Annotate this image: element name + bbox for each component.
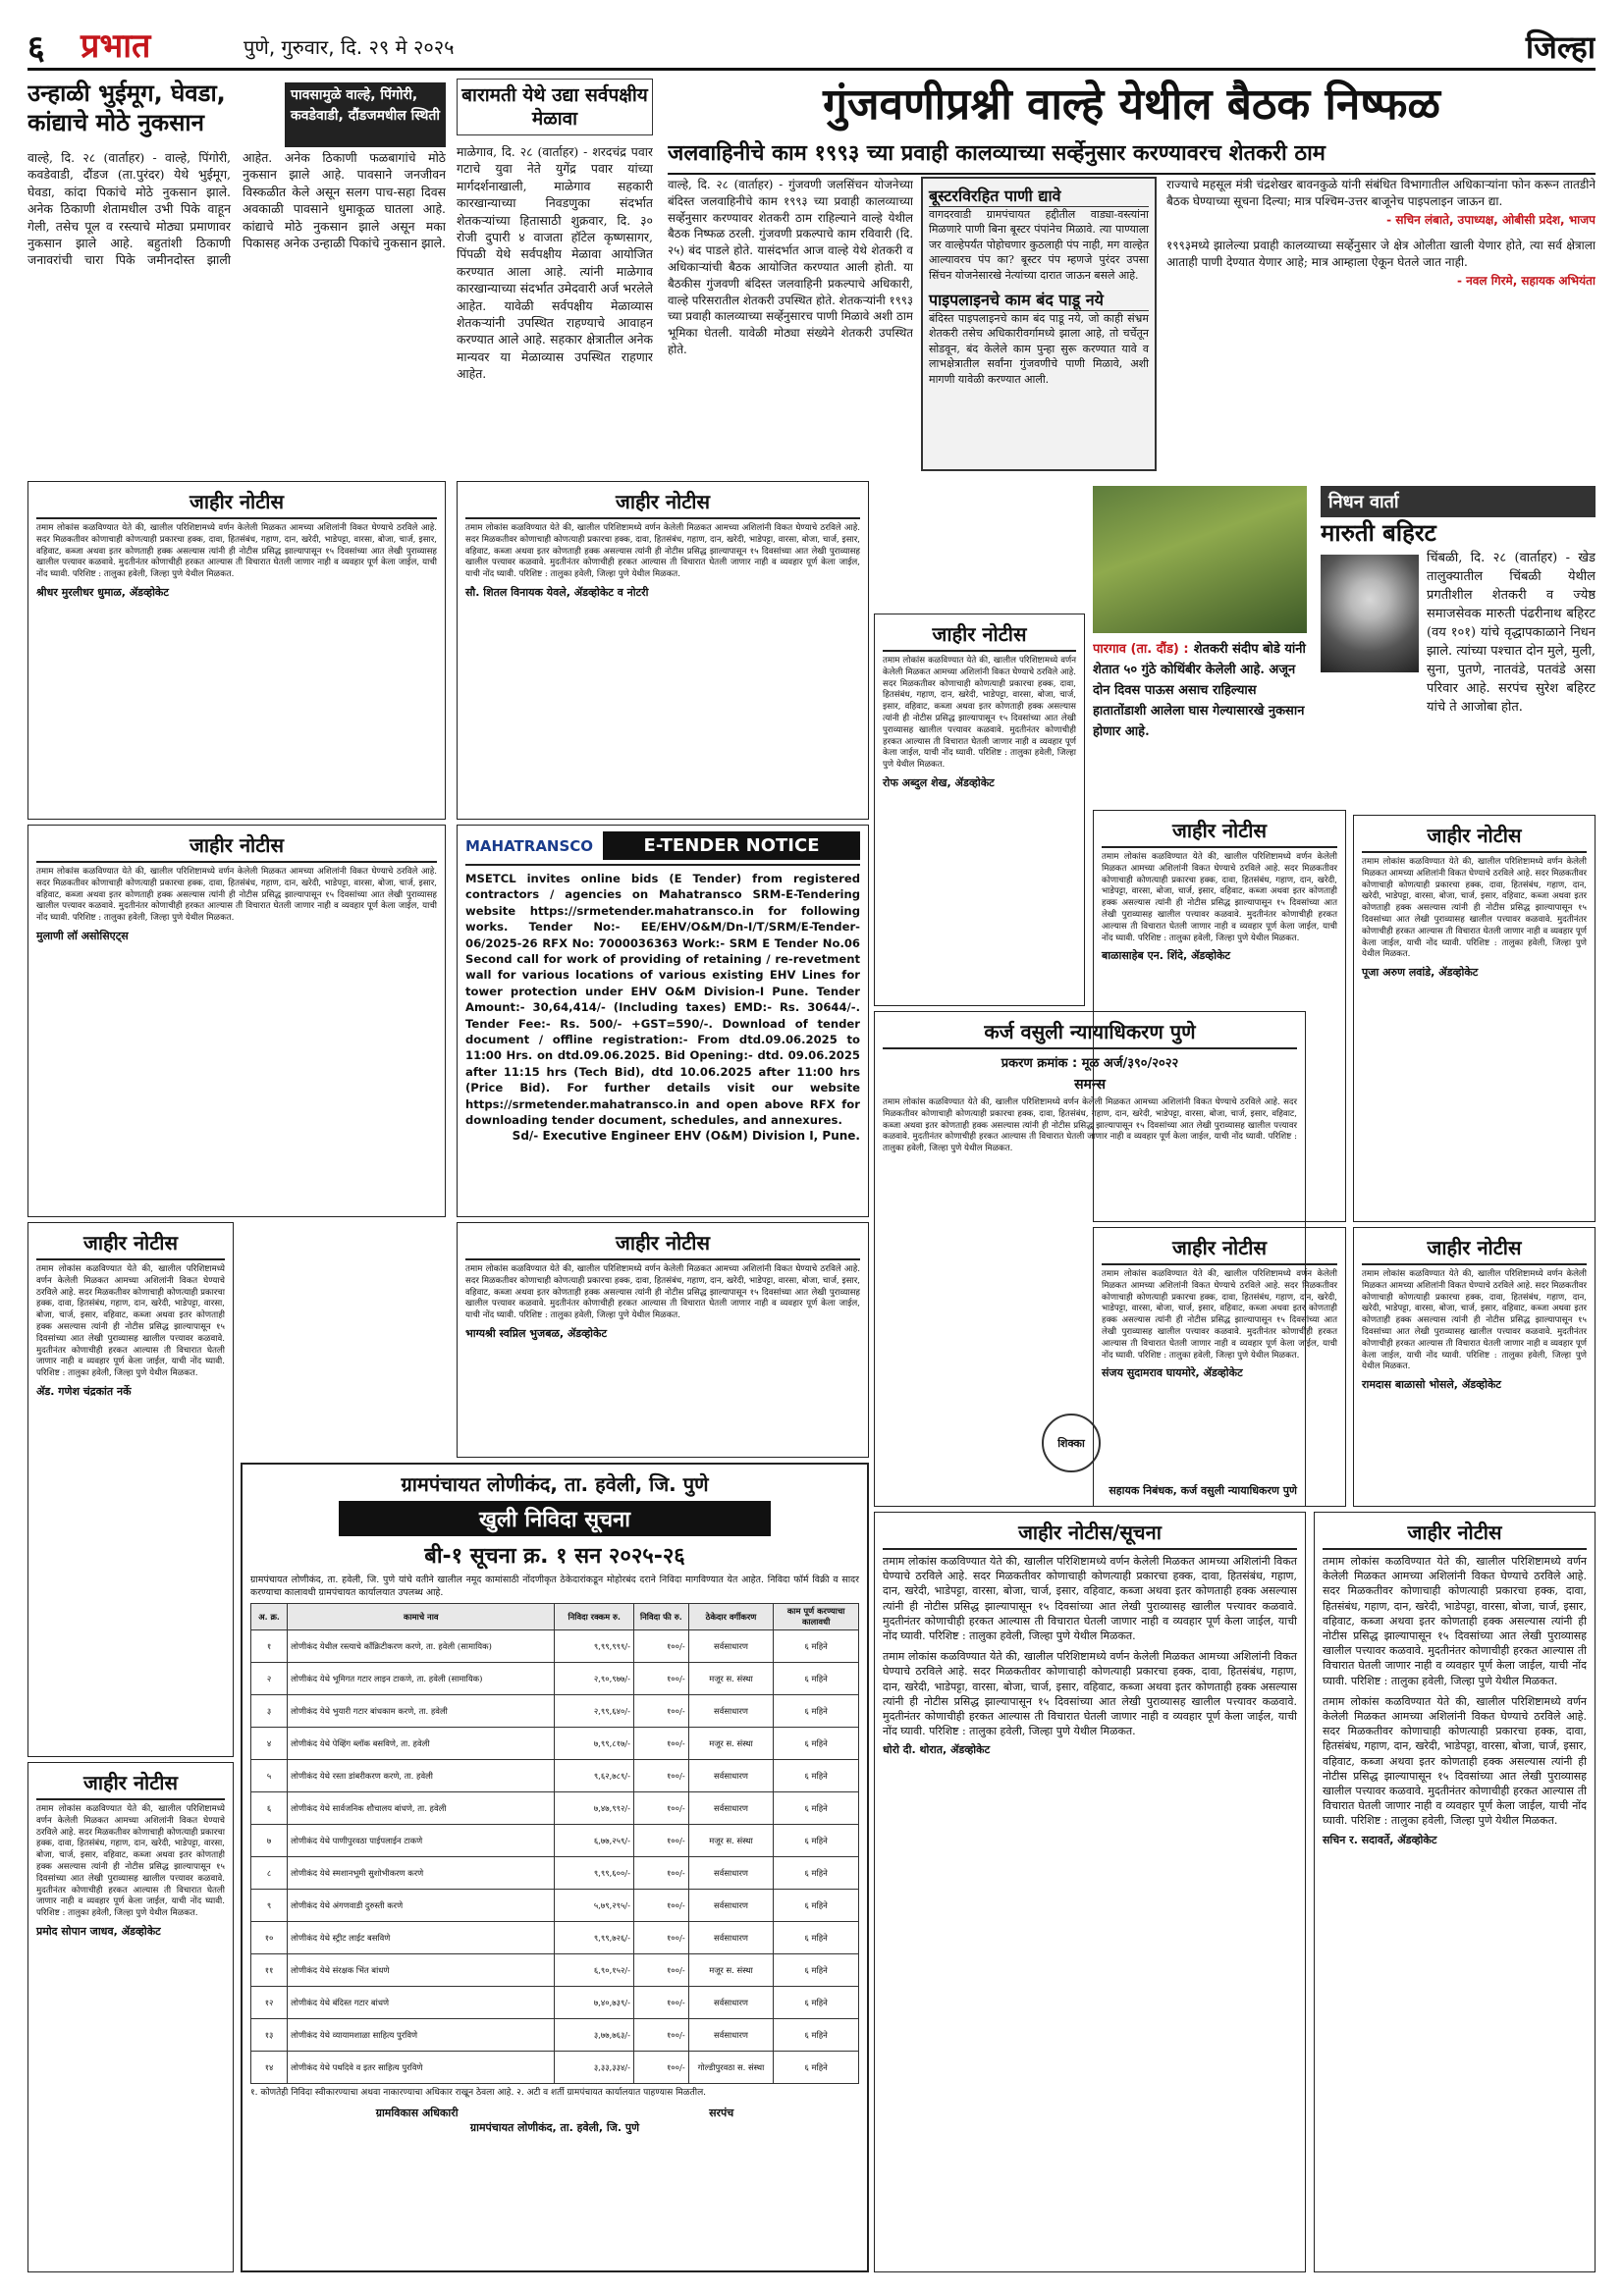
court-summons: कर्ज वसुली न्यायाधिकरण पुणे प्रकरण क्रमांक : मूळ अर्ज/३९०/२०२२ समन्स तमाम लोकांस कळविण्यात येते की, खालील परिशिष्टामध्ये वर्णन केलेली मिळकत आमच्या अशिलांनी विकत घेण्याचे ठरविले आहे. सदर मिळकतीवर कोणाचाही कोणत्याही प्रकारचा हक्क, दावा, हितसंबंध, गहाण, दान, खरेदी, भाडेपट्टा, वारसा, बोजा, चार्ज, इसार, वहिवाट, कब्जा अथवा इतर कोणताही हक्क असल्यास त्यांनी ही नोटीस प्रसिद्ध झाल्यापासून १५ दिवसांच्या आत लेखी पुराव्यासह खालील पत्त्यावर कळवावे. मुदतीनंतर कोणाचीही हरकत आल्यास ती विचारात घेतली जाणार नाही व व्यवहार पूर्ण केला जाईल, याची नोंद घ्यावी. परिशिष्ट : तालुका हवेली, जिल्हा पुणे येथील मिळकत. शिक्का सहायक निबंधक, कर्ज वसुली न्यायाधिकरण पुणे	[874, 1011, 1306, 1507]
table-cell: ६ महिने	[774, 1630, 859, 1663]
tender-title: E-TENDER NOTICE	[603, 831, 860, 860]
table-cell: लोणीकंद येथे भूमिगत गटार लाइन टाकणे, ता. हवेली (सामायिक)	[288, 1663, 555, 1695]
quotes	[1166, 177, 1596, 471]
crop-photo	[1093, 486, 1307, 633]
table-cell: ९,९९,७२६/-	[555, 1922, 633, 1954]
table-cell: २,९९,६४०/-	[555, 1695, 633, 1728]
table-cell: ७	[251, 1825, 288, 1857]
table-cell: १००/-	[633, 1890, 688, 1922]
tender-notice	[457, 825, 869, 1217]
table-cell: ६ महिने	[774, 1728, 859, 1760]
dateline: पुणे, गुरुवार, दि. २९ मे २०२५	[243, 35, 455, 59]
table-cell: ६ महिने	[774, 2019, 859, 2052]
table-cell: ६,७७,२५९/-	[555, 1825, 633, 1857]
story-meeting	[457, 79, 653, 466]
gram-intro: ग्रामपंचायत लोणीकंद, ता. हवेली, जि. पुणे यांचे वतीने खालील नमूद कामांसाठी नोंदणीकृत ठेकेदारांकडून मोहोरबंद दराने निविदा मागविण्यात येत आहेत. निविदा फॉर्म विक्री व सादर करण्याचा कालावधी ग्रामपंचायत कार्यालयात उपलब्ध आहे.	[250, 1575, 859, 1598]
table-cell: ६ महिने	[774, 1760, 859, 1792]
table-cell: लोणीकंद येथे स्मशानभूमी सुशोभीकरण करणे	[288, 1857, 555, 1890]
table-cell: ९,६२,७८९/-	[555, 1760, 633, 1792]
table-row	[251, 1890, 859, 1922]
table-row	[251, 1825, 859, 1857]
box-text: वागदरवाडी ग्रामपंचायत हद्दीतील वाड्या-वस्त्यांना मिळणारे पाणी बिना बूस्टर पंपांनेच मिळावे. त्या पाण्याला जर वाल्हेपर्यंत पोहोचणार कुठलाही पंप नाही, मग वाल्हेत आल्यावरच पंप का? बूस्टर पंप म्हणजे पुरंदर उपसा सिंचन योजनेसारखे नेत्यांच्या दारात जाऊन बसले आहे.	[929, 208, 1149, 282]
table-row	[251, 2019, 859, 2052]
table-cell: १००/-	[633, 1987, 688, 2019]
table-row	[251, 1792, 859, 1825]
headline: बारामती येथे उद्या सर्वपक्षीय मेळावा	[457, 79, 653, 135]
table-cell: १	[251, 1630, 288, 1663]
notice-2: जाहीर नोटीस तमाम लोकांस कळविण्यात येते की, खालील परिशिष्टामध्ये वर्णन केलेली मिळकत आमच्या अशिलांनी विकत घेण्याचे ठरविले आहे. सदर मिळकतीवर कोणाचाही कोणत्याही प्रकारचा हक्क, दावा, हितसंबंध, गहाण, दान, खरेदी, भाडेपट्टा, वारसा, बोजा, चार्ज, इसार, वहिवाट, कब्जा अथवा इतर कोणताही हक्क असल्यास त्यांनी ही नोटीस प्रसिद्ध झाल्यापासून १५ दिवसांच्या आत लेखी पुराव्यासह खालील पत्त्यावर कळवावे. मुदतीनंतर कोणाचीही हरकत आल्यास ती विचारात घेतली जाणार नाही व व्यवहार पूर्ण केला जाईल, याची नोंद घ्यावी. परिशिष्ट : तालुका हवेली, जिल्हा पुणे येथील मिळकत. मुलाणी लॉ असोसिएट्स	[27, 825, 446, 1217]
table-cell: २,९०,९७७/-	[555, 1663, 633, 1695]
table-cell: सर्वसाधारण	[688, 1792, 774, 1825]
article-body: वाल्हे, दि. २८ (वार्ताहर) - गुंजवणी जलसिंचन योजनेच्या बंदिस्त जलवाहिनीचे काम १९९३ च्या प्रवाही कालव्याच्या सर्व्हेनुसार करण्यावर शेतकरी ठाम राहिल्याने वाल्हे येथील बैठक निष्फळ ठरली. गुंजवणी प्रकल्पाचे काम रविवारी (दि. २५) बंद पाडले होते. यासंदर्भात आज वाल्हे येथे शेतकरी व अधिकाऱ्यांची बैठक आयोजित करण्यात आली होती. या बैठकीस गुंजवणी बंदिस्त जलवाहिनी प्रकल्पाचे अधिकारी, वाल्हे परिसरातील शेतकरी उपस्थित होते. शेतकऱ्यांनी १९९३ च्या प्रवाही कालव्याच्या सर्व्हेनुसारच पाणी मिळावे अशी ठाम भूमिका घेतली. यावेळी मोठ्या संख्येने शेतकरी उपस्थित होते.	[668, 178, 913, 356]
table-cell: ५	[251, 1760, 288, 1792]
gram-sub: बी-१ सूचना क्र. १ सन २०२५-२६	[424, 1544, 685, 1569]
obituary-text: चिंबळी, दि. २८ (वार्ताहर) - खेड तालुक्यातील चिंबळी येथील प्रगतीशील शेतकरी व ज्येष्ठ समाजसेवक मारुती पंढरीनाथ बहिरट (वय १०१) यांचे वृद्धापकाळाने निधन झाले. त्यांच्या पश्चात दोन मुले, मुली, सुना, पुतणे, नातवंडे, पतवंडे असा परिवार आहे. सरपंच सुरेश बहिरट यांचे ते आजोबा होत.	[1427, 551, 1596, 715]
table-cell: ४	[251, 1728, 288, 1760]
table-row	[251, 1663, 859, 1695]
table-cell: ६ महिने	[774, 1954, 859, 1987]
quote-text: राज्याचे महसूल मंत्री चंद्रशेखर बावनकुळे यांनी संबंधित विभागातील अधिकाऱ्यांना फोन करून तातडीने बैठक घेण्याच्या सूचना दिल्या; मात्र पश्चिम-उत्तर बाजूनेच पाइपलाइन जाऊन द्या.	[1166, 178, 1596, 209]
notice-3: जाहीर नोटीस तमाम लोकांस कळविण्यात येते की, खालील परिशिष्टामध्ये वर्णन केलेली मिळकत आमच्या अशिलांनी विकत घेण्याचे ठरविले आहे. सदर मिळकतीवर कोणाचाही कोणत्याही प्रकारचा हक्क, दावा, हितसंबंध, गहाण, दान, खरेदी, भाडेपट्टा, वारसा, बोजा, चार्ज, इसार, वहिवाट, कब्जा अथवा इतर कोणताही हक्क असल्यास त्यांनी ही नोटीस प्रसिद्ध झाल्यापासून १५ दिवसांच्या आत लेखी पुराव्यासह खालील पत्त्यावर कळवावे. मुदतीनंतर कोणाचीही हरकत आल्यास ती विचारात घेतली जाणार नाही व व्यवहार पूर्ण केला जाईल, याची नोंद घ्यावी. परिशिष्ट : तालुका हवेली, जिल्हा पुणे येथील मिळकत. ॲड. गणेश चंद्रकांत नर्के	[27, 1222, 234, 1757]
notice-suchana: जाहीर नोटीस/सूचना तमाम लोकांस कळविण्यात येते की, खालील परिशिष्टामध्ये वर्णन केलेली मिळकत आमच्या अशिलांनी विकत घेण्याचे ठरविले आहे. सदर मिळकतीवर कोणाचाही कोणत्याही प्रकारचा हक्क, दावा, हितसंबंध, गहाण, दान, खरेदी, भाडेपट्टा, वारसा, बोजा, चार्ज, इसार, वहिवाट, कब्जा अथवा इतर कोणताही हक्क असल्यास त्यांनी ही नोटीस प्रसिद्ध झाल्यापासून १५ दिवसांच्या आत लेखी पुराव्यासह खालील पत्त्यावर कळवावे. मुदतीनंतर कोणाचीही हरकत आल्यास ती विचारात घेतली जाणार नाही व व्यवहार पूर्ण केला जाईल, याची नोंद घ्यावी. परिशिष्ट : तालुका हवेली, जिल्हा पुणे येथील मिळकत. तमाम लोकांस कळविण्यात येते की, खालील परिशिष्टामध्ये वर्णन केलेली मिळकत आमच्या अशिलांनी विकत घेण्याचे ठरविले आहे. सदर मिळकतीवर कोणाचाही कोणत्याही प्रकारचा हक्क, दावा, हितसंबंध, गहाण, दान, खरेदी, भाडेपट्टा, वारसा, बोजा, चार्ज, इसार, वहिवाट, कब्जा अथवा इतर कोणताही हक्क असल्यास त्यांनी ही नोटीस प्रसिद्ध झाल्यापासून १५ दिवसांच्या आत लेखी पुराव्यासह खालील पत्त्यावर कळवावे. मुदतीनंतर कोणाचीही हरकत आल्यास ती विचारात घेतली जाणार नाही व व्यवहार पूर्ण केला जाईल, याची नोंद घ्यावी. परिशिष्ट : तालुका हवेली, जिल्हा पुणे येथील मिळकत. धोरो दी. थोरात, ॲडव्होकेट	[874, 1512, 1306, 2272]
table-cell: १००/-	[633, 1825, 688, 1857]
table-cell: सर्वसाधारण	[688, 1857, 774, 1890]
table-cell: सर्वसाधारण	[688, 1695, 774, 1728]
notice-12: जाहीर नोटीस तमाम लोकांस कळविण्यात येते की, खालील परिशिष्टामध्ये वर्णन केलेली मिळकत आमच्या अशिलांनी विकत घेण्याचे ठरविले आहे. सदर मिळकतीवर कोणाचाही कोणत्याही प्रकारचा हक्क, दावा, हितसंबंध, गहाण, दान, खरेदी, भाडेपट्टा, वारसा, बोजा, चार्ज, इसार, वहिवाट, कब्जा अथवा इतर कोणताही हक्क असल्यास त्यांनी ही नोटीस प्रसिद्ध झाल्यापासून १५ दिवसांच्या आत लेखी पुराव्यासह खालील पत्त्यावर कळवावे. मुदतीनंतर कोणाचीही हरकत आल्यास ती विचारात घेतली जाणार नाही व व्यवहार पूर्ण केला जाईल, याची नोंद घ्यावी. परिशिष्ट : तालुका हवेली, जिल्हा पुणे येथील मिळकत. तमाम लोकांस कळविण्यात येते की, खालील परिशिष्टामध्ये वर्णन केलेली मिळकत आमच्या अशिलांनी विकत घेण्याचे ठरविले आहे. सदर मिळकतीवर कोणाचाही कोणत्याही प्रकारचा हक्क, दावा, हितसंबंध, गहाण, दान, खरेदी, भाडेपट्टा, वारसा, बोजा, चार्ज, इसार, वहिवाट, कब्जा अथवा इतर कोणताही हक्क असल्यास त्यांनी ही नोटीस प्रसिद्ध झाल्यापासून १५ दिवसांच्या आत लेखी पुराव्यासह खालील पत्त्यावर कळवावे. मुदतीनंतर कोणाचीही हरकत आल्यास ती विचारात घेतली जाणार नाही व व्यवहार पूर्ण केला जाईल, याची नोंद घ्यावी. परिशिष्ट : तालुका हवेली, जिल्हा पुणे येथील मिळकत. सचिन र. सदावर्ते, ॲडव्होकेट	[1314, 1512, 1596, 2272]
newspaper-logo: प्रभात	[81, 27, 151, 66]
page-number: ६	[27, 28, 45, 68]
obituary-photo	[1321, 555, 1419, 672]
table-cell: सर्वसाधारण	[688, 1890, 774, 1922]
table-cell: १००/-	[633, 1857, 688, 1890]
table-cell: लोणीकंद येथे बंदिस्त गटार बांधणे	[288, 1987, 555, 2019]
section-title: जिल्हा	[1525, 28, 1596, 66]
table-cell: लोणीकंद येथे व्यायामशाळा साहित्य पुरविणे	[288, 2019, 555, 2052]
table-cell: ३,३३,३३४/-	[555, 2052, 633, 2084]
table-cell: १००/-	[633, 2019, 688, 2052]
table-cell: ६ महिने	[774, 1922, 859, 1954]
gram-title: खुली निविदा सूचना	[339, 1501, 771, 1536]
table-cell: ३,७७,७६३/-	[555, 2019, 633, 2052]
table-cell: लोणीकंद येथील रस्त्याचे काँक्रिटीकरण करणे, ता. हवेली (सामायिक)	[288, 1630, 555, 1663]
table-cell: ६ महिने	[774, 1695, 859, 1728]
table-cell: ६ महिने	[774, 1857, 859, 1890]
table-cell: ९,९९,६००/-	[555, 1857, 633, 1890]
table-cell: ७,४०,७३९/-	[555, 1987, 633, 2019]
notice-7: जाहीर नोटीस तमाम लोकांस कळविण्यात येते की, खालील परिशिष्टामध्ये वर्णन केलेली मिळकत आमच्या अशिलांनी विकत घेण्याचे ठरविले आहे. सदर मिळकतीवर कोणाचाही कोणत्याही प्रकारचा हक्क, दावा, हितसंबंध, गहाण, दान, खरेदी, भाडेपट्टा, वारसा, बोजा, चार्ज, इसार, वहिवाट, कब्जा अथवा इतर कोणताही हक्क असल्यास त्यांनी ही नोटीस प्रसिद्ध झाल्यापासून १५ दिवसांच्या आत लेखी पुराव्यासह खालील पत्त्यावर कळवावे. मुदतीनंतर कोणाचीही हरकत आल्यास ती विचारात घेतली जाणार नाही व व्यवहार पूर्ण केला जाईल, याची नोंद घ्यावी. परिशिष्ट : तालुका हवेली, जिल्हा पुणे येथील मिळकत. भाग्यश्री स्वप्निल भुजबळ, ॲडव्होकेट	[457, 1222, 869, 1458]
table-row	[251, 1630, 859, 1663]
table-cell: ७,९९,८१७/-	[555, 1728, 633, 1760]
gram-tender: ग्रामपंचायत लोणीकंद, ता. हवेली, जि. पुणे खुली निविदा सूचना बी-१ सूचना क्र. १ सन २०२५-२६ ग्रामपंचायत लोणीकंद, ता. हवेली, जि. पुणे यांचे वतीने खालील नमूद कामांसाठी नोंदणीकृत ठेकेदारांकडून मोहोरबंद दराने निविदा मागविण्यात येत आहेत. निविदा फॉर्म विक्री व सादर करण्याचा कालावधी ग्रामपंचायत कार्यालयात उपलब्ध आहे. अ. क्र. कामाचे नाव निविदा रक्कम रु. निविदा फी रु. ठेकेदार वर्गीकरण काम पूर्ण करण्याचा कालावधी १ लोणीकंद येथील रस्त्याचे काँक्रिटीकरण करणे, ता. हवेली (सामायिक) ९,९९,९९९/- १००/- सर्वसाधारण ६ महिने २ लोणीकंद येथे भूमिगत गटार लाइन टाकणे, ता. हवेली (सामायिक) २,९०,९७७/- १००/- मजूर स. संस्था ६ महिने ३ लोणीकंद येथे भुयारी गटार बांधकाम करणे, ता. हवेली २,९९,६४०/- १००/- सर्वसाधारण ६ महिने ४ लोणीकंद येथे पेव्हिंग ब्लॉक बसविणे, ता. हवेली ७,९९,८१७/- १००/- मजूर स. संस्था ६ महिने ५ लोणीकंद येथे रस्ता डांबरीकरण करणे, ता. हवेली ९,६२,७८९/- १००/- सर्वसाधारण ६ महिने ६ लोणीकंद येथे सार्वजनिक शौचालय बांधणे, ता. हवेली ७,४७,९९२/- १००/- सर्वसाधारण ६ महिने ७ लोणीकंद येथे पाणीपुरवठा पाईपलाईन टाकणे ६,७७,२५९/- १००/- मजूर स. संस्था ६ महिने ८ लोणीकंद येथे स्मशानभूमी सुशोभीकरण करणे ९,९९,६००/- १००/- सर्वसाधारण ६ महिने ९ लोणीकंद येथे अंगणवाडी दुरुस्ती करणे ५,७९,२९५/- १००/- सर्वसाधारण ६ महिने १० लोणीकंद येथे स्ट्रीट लाईट बसविणे ९,९९,७२६/- १००/- सर्वसाधारण ६ महिने ११ लोणीकंद येथे संरक्षक भिंत बांधणे ६,९०,१५२/- १००/- मजूर स. संस्था ६ महिने १२ लोणीकंद येथे बंदिस्त गटार बांधणे ७,४०,७३९/- १००/- सर्वसाधारण ६ महिने १३ लोणीकंद येथे व्यायामशाळा साहित्य पुरविणे ३,७७,७६३/- १००/- सर्वसाधारण ६ महिने १४ लोणीकंद येथे पथदिवे व इतर साहित्य पुरविणे ३,३३,३३४/- १००/- गोल्डीपुरवठा स. संस्था ६ महिने १. कोणतेही निविदा स्वीकारण्याचा अथवा नाकारण्याचा अधिकार राखून ठेवला आहे. २. अटी व शर्ती ग्रामपंचायत कार्यालयात पाहण्यास मिळतील. ग्रामविकास अधिकारी सरपंच ग्रामपंचायत लोणीकंद, ता. हवेली, जि. पुणे	[241, 1463, 869, 2272]
table-cell: ६ महिने	[774, 1825, 859, 1857]
article-body: माळेगाव, दि. २८ (वार्ताहर) - शरदचंद्र पवार गटाचे युवा नेते युगेंद्र पवार यांच्या मार्गदर्शनाखाली, माळेगाव सहकारी कारखान्याच्या निवडणुका संदर्भात शेतकऱ्यांच्या हितासाठी शुक्रवार, दि. ३० रोजी दुपारी ४ वाजता हॉटेल कृष्णसागर, पिंपळी येथे सर्वपक्षीय मेळावा आयोजित करण्यात आला आहे. त्यांनी माळेगाव कारखान्याच्या संदर्भात उमेदवारी अर्ज भरलेले आहेत. यावेळी सर्वपक्षीय मेळाव्यास शेतकऱ्यांनी उपस्थित राहण्याचे आवाहन करण्यात आले आहे. सहकार क्षेत्रातील अनेक मान्यवर या मेळाव्यास उपस्थित राहणार आहेत.	[457, 144, 653, 382]
quote-attribution: - सचिन लंबाते, उपाध्यक्ष, ओबीसी प्रदेश, भाजप	[1386, 212, 1596, 227]
table-row	[251, 1728, 859, 1760]
notice-8: जाहीर नोटीस तमाम लोकांस कळविण्यात येते की, खालील परिशिष्टामध्ये वर्णन केलेली मिळकत आमच्या अशिलांनी विकत घेण्याचे ठरविले आहे. सदर मिळकतीवर कोणाचाही कोणत्याही प्रकारचा हक्क, दावा, हितसंबंध, गहाण, दान, खरेदी, भाडेपट्टा, वारसा, बोजा, चार्ज, इसार, वहिवाट, कब्जा अथवा इतर कोणताही हक्क असल्यास त्यांनी ही नोटीस प्रसिद्ध झाल्यापासून १५ दिवसांच्या आत लेखी पुराव्यासह खालील पत्त्यावर कळवावे. मुदतीनंतर कोणाचीही हरकत आल्यास ती विचारात घेतली जाणार नाही व व्यवहार पूर्ण केला जाईल, याची नोंद घ्यावी. परिशिष्ट : तालुका हवेली, जिल्हा पुणे येथील मिळकत. बाळासाहेब एन. शिंदे, ॲडव्होकेट	[1093, 810, 1346, 1222]
table-cell: मजूर स. संस्था	[688, 1663, 774, 1695]
tender-signature: Sd/- Executive Engineer EHV (O&M) Division I, Pune.	[512, 1128, 860, 1143]
table-cell: सर्वसाधारण	[688, 1922, 774, 1954]
lead-subhead: जलवाहिनीचे काम १९९३ च्या प्रवाही कालव्याच्या सर्व्हेनुसार करण्यावरच शेतकरी ठाम	[668, 132, 1596, 175]
table-cell: लोणीकंद येथे स्ट्रीट लाईट बसविणे	[288, 1922, 555, 1954]
table-cell: सर्वसाधारण	[688, 1760, 774, 1792]
table-cell: मजूर स. संस्था	[688, 1954, 774, 1987]
quote-text: १९९३मध्ये झालेल्या प्रवाही कालव्याच्या सर्व्हेनुसार जे क्षेत्र ओलीता खाली येणार होते, त्या सर्व क्षेत्राला आताही पाणी देण्यात येणार आहे; मात्र आम्हाला ऐकून घेतले जात नाही.	[1166, 238, 1596, 270]
gram-footer: १. कोणतेही निविदा स्वीकारण्याचा अथवा नाकारण्याचा अधिकार राखून ठेवला आहे. २. अटी व शर्ती ग्रामपंचायत कार्यालयात पाहण्यास मिळतील.	[250, 2088, 707, 2098]
table-row	[251, 1857, 859, 1890]
table-cell: ३	[251, 1695, 288, 1728]
sidebar-box	[921, 177, 1157, 471]
table-cell: ११	[251, 1954, 288, 1987]
notice-6: जाहीर नोटीस तमाम लोकांस कळविण्यात येते की, खालील परिशिष्टामध्ये वर्णन केलेली मिळकत आमच्या अशिलांनी विकत घेण्याचे ठरविले आहे. सदर मिळकतीवर कोणाचाही कोणत्याही प्रकारचा हक्क, दावा, हितसंबंध, गहाण, दान, खरेदी, भाडेपट्टा, वारसा, बोजा, चार्ज, इसार, वहिवाट, कब्जा अथवा इतर कोणताही हक्क असल्यास त्यांनी ही नोटीस प्रसिद्ध झाल्यापासून १५ दिवसांच्या आत लेखी पुराव्यासह खालील पत्त्यावर कळवावे. मुदतीनंतर कोणाचीही हरकत आल्यास ती विचारात घेतली जाणार नाही व व्यवहार पूर्ण केला जाईल, याची नोंद घ्यावी. परिशिष्ट : तालुका हवेली, जिल्हा पुणे येथील मिळकत. रोफ अब्दुल शेख, ॲडव्होकेट	[874, 614, 1085, 1006]
table-cell: १००/-	[633, 1695, 688, 1728]
notice-10: जाहीर नोटीस तमाम लोकांस कळविण्यात येते की, खालील परिशिष्टामध्ये वर्णन केलेली मिळकत आमच्या अशिलांनी विकत घेण्याचे ठरविले आहे. सदर मिळकतीवर कोणाचाही कोणत्याही प्रकारचा हक्क, दावा, हितसंबंध, गहाण, दान, खरेदी, भाडेपट्टा, वारसा, बोजा, चार्ज, इसार, वहिवाट, कब्जा अथवा इतर कोणताही हक्क असल्यास त्यांनी ही नोटीस प्रसिद्ध झाल्यापासून १५ दिवसांच्या आत लेखी पुराव्यासह खालील पत्त्यावर कळवावे. मुदतीनंतर कोणाचीही हरकत आल्यास ती विचारात घेतली जाणार नाही व व्यवहार पूर्ण केला जाईल, याची नोंद घ्यावी. परिशिष्ट : तालुका हवेली, जिल्हा पुणे येथील मिळकत. संजय सुदामराव घायमोरे, ॲडव्होकेट	[1093, 1227, 1346, 1507]
table-cell: ६	[251, 1792, 288, 1825]
lead-headline: गुंजवणीप्रश्नी वाल्हे येथील बैठक निष्फळ	[823, 80, 1440, 130]
table-cell: १००/-	[633, 1922, 688, 1954]
table-cell: ५,७९,२९५/-	[555, 1890, 633, 1922]
table-cell: लोणीकंद येथे पेव्हिंग ब्लॉक बसविणे, ता. हवेली	[288, 1728, 555, 1760]
tender-table: अ. क्र. कामाचे नाव निविदा रक्कम रु. निविदा फी रु. ठेकेदार वर्गीकरण काम पूर्ण करण्याचा कालावधी १ लोणीकंद येथील रस्त्याचे काँक्रिटीकरण करणे, ता. हवेली (सामायिक) ९,९९,९९९/- १००/- सर्वसाधारण ६ महिने २ लोणीकंद येथे भूमिगत गटार लाइन टाकणे, ता. हवेली (सामायिक) २,९०,९७७/- १००/- मजूर स. संस्था ६ महिने ३ लोणीकंद येथे भुयारी गटार बांधकाम करणे, ता. हवेली २,९९,६४०/- १००/- सर्वसाधारण ६ महिने ४ लोणीकंद येथे पेव्हिंग ब्लॉक बसविणे, ता. हवेली ७,९९,८१७/- १००/- मजूर स. संस्था ६ महिने ५ लोणीकंद येथे रस्ता डांबरीकरण करणे, ता. हवेली ९,६२,७८९/- १००/- सर्वसाधारण ६ महिने ६ लोणीकंद येथे सार्वजनिक शौचालय बांधणे, ता. हवेली ७,४७,९९२/- १००/- सर्वसाधारण ६ महिने ७ लोणीकंद येथे पाणीपुरवठा पाईपलाईन टाकणे ६,७७,२५९/- १००/- मजूर स. संस्था ६ महिने ८ लोणीकंद येथे स्मशानभूमी सुशोभीकरण करणे ९,९९,६००/- १००/- सर्वसाधारण ६ महिने ९ लोणीकंद येथे अंगणवाडी दुरुस्ती करणे ५,७९,२९५/- १००/- सर्वसाधारण ६ महिने १० लोणीकंद येथे स्ट्रीट लाईट बसविणे ९,९९,७२६/- १००/- सर्वसाधारण ६ महिने ११ लोणीकंद येथे संरक्षक भिंत बांधणे ६,९०,१५२/- १००/- मजूर स. संस्था ६ महिने १२ लोणीकंद येथे बंदिस्त गटार बांधणे ७,४०,७३९/- १००/- सर्वसाधारण ६ महिने १३ लोणीकंद येथे व्यायामशाळा साहित्य पुरविणे ३,७७,७६३/- १००/- सर्वसाधारण ६ महिने १४ लोणीकंद येथे पथदिवे व इतर साहित्य पुरविणे ३,३३,३३४/- १००/- गोल्डीपुरवठा स. संस्था ६ महिने	[250, 1603, 859, 2084]
table-cell: गोल्डीपुरवठा स. संस्था	[688, 2052, 774, 2084]
obituary	[1321, 486, 1596, 810]
table-cell: ७,४७,९९२/-	[555, 1792, 633, 1825]
sign-vdo: ग्रामविकास अधिकारी	[375, 2106, 459, 2119]
table-cell: ६ महिने	[774, 1890, 859, 1922]
table-cell: ६ महिने	[774, 1987, 859, 2019]
quote-attribution: - नवल गिरमे, सहायक अभियंता	[1456, 273, 1596, 288]
table-cell: १००/-	[633, 1630, 688, 1663]
table-cell: मजूर स. संस्था	[688, 1825, 774, 1857]
table-cell: ६,९०,१५२/-	[555, 1954, 633, 1987]
photo-caption: पारगाव (ता. दौंड) : शेतकरी संदीप बोडे यांनी शेतात ५० गुंठे कोथिंबीर केलेली आहे. अजून दोन दिवस पाऊस असाच राहिल्यास हातातोंडाशी आलेला घास गेल्यासारखे नुकसान होणार आहे.	[1093, 642, 1306, 739]
table-row	[251, 1760, 859, 1792]
table-cell: १००/-	[633, 1954, 688, 1987]
table-cell: १४	[251, 2052, 288, 2084]
table-cell: सर्वसाधारण	[688, 1987, 774, 2019]
mahatransco-logo: MAHATRANSCO	[465, 836, 594, 855]
table-cell: १००/-	[633, 1728, 688, 1760]
table-cell: ९	[251, 1890, 288, 1922]
story-tag: पावसामुळे वाल्हे, पिंगोरी, कवडेवाडी, दौंडजमधील स्थिती	[285, 82, 446, 147]
notice-9: जाहीर नोटीस तमाम लोकांस कळविण्यात येते की, खालील परिशिष्टामध्ये वर्णन केलेली मिळकत आमच्या अशिलांनी विकत घेण्याचे ठरविले आहे. सदर मिळकतीवर कोणाचाही कोणत्याही प्रकारचा हक्क, दावा, हितसंबंध, गहाण, दान, खरेदी, भाडेपट्टा, वारसा, बोजा, चार्ज, इसार, वहिवाट, कब्जा अथवा इतर कोणताही हक्क असल्यास त्यांनी ही नोटीस प्रसिद्ध झाल्यापासून १५ दिवसांच्या आत लेखी पुराव्यासह खालील पत्त्यावर कळवावे. मुदतीनंतर कोणाचीही हरकत आल्यास ती विचारात घेतली जाणार नाही व व्यवहार पूर्ण केला जाईल, याची नोंद घ्यावी. परिशिष्ट : तालुका हवेली, जिल्हा पुणे येथील मिळकत. पूजा अरुण लवांडे, ॲडव्होकेट	[1353, 815, 1596, 1222]
table-cell: १२	[251, 1987, 288, 2019]
obituary-name: मारुती बहिरट	[1321, 519, 1436, 547]
box-text: बंदिस्त पाइपलाइनचे काम बंद पाडू नये, जो काही संभ्रम शेतकरी तसेच अधिकारीवर्गामध्ये झाला आहे, तो चर्चेतून सोडवून, बंद केलेले काम पुन्हा सुरू करण्यात यावे व लाभक्षेत्रातील सर्वांना गुंजवणीचे पाणी मिळावे, अशी मागणी यावेळी करण्यात आली.	[929, 312, 1149, 386]
table-cell: लोणीकंद येथे रस्ता डांबरीकरण करणे, ता. हवेली	[288, 1760, 555, 1792]
table-row	[251, 1922, 859, 1954]
table-row	[251, 1987, 859, 2019]
table-cell: ६ महिने	[774, 1663, 859, 1695]
table-cell: लोणीकंद येथे सार्वजनिक शौचालय बांधणे, ता. हवेली	[288, 1792, 555, 1825]
article-body: वाल्हे, दि. २८ (वार्ताहर) - वाल्हे, पिंगोरी, कवडेवाडी, दौंडज (ता.पुरंदर) येथे भुईमूग, घेवडा, कांदा पिकांचे मोठे नुकसान झाले. अनेक ठिकाणी शेतामधील उभी पिके वाहून गेली, तसेच पूल व रस्त्याचे मोठ्या प्रमाणावर नुकसान झाले आहे. बहुतांशी ठिकाणी जनावरांची चारा पिके जमीनदोस्त झाली आहेत. अनेक ठिकाणी फळबागांचे मोठे नुकसान झाले आहे. पावसाने जनजीवन विस्कळीत केले असून सलग पाच-सहा दिवस अवकाळी पावसाने धुमाकूळ घातला आहे. कांद्याचे मोठे नुकसान झाले असून मका पिकासह अनेक उन्हाळी पिकांचे नुकसान झाले.	[27, 150, 446, 268]
table-cell: १००/-	[633, 2052, 688, 2084]
masthead	[27, 22, 1596, 71]
notice-1: जाहीर नोटीस तमाम लोकांस कळविण्यात येते की, खालील परिशिष्टामध्ये वर्णन केलेली मिळकत आमच्या अशिलांनी विकत घेण्याचे ठरविले आहे. सदर मिळकतीवर कोणाचाही कोणत्याही प्रकारचा हक्क, दावा, हितसंबंध, गहाण, दान, खरेदी, भाडेपट्टा, वारसा, बोजा, चार्ज, इसार, वहिवाट, कब्जा अथवा इतर कोणताही हक्क असल्यास त्यांनी ही नोटीस प्रसिद्ध झाल्यापासून १५ दिवसांच्या आत लेखी पुराव्यासह खालील पत्त्यावर कळवावे. मुदतीनंतर कोणाचीही हरकत आल्यास ती विचारात घेतली जाणार नाही व व्यवहार पूर्ण केला जाईल, याची नोंद घ्यावी. परिशिष्ट : तालुका हवेली, जिल्हा पुणे येथील मिळकत. श्रीधर मुरलीधर धुमाळ, ॲडव्होकेट	[27, 481, 446, 820]
table-cell: १००/-	[633, 1792, 688, 1825]
court-seal: शिक्का	[1042, 1414, 1101, 1472]
table-cell: मजूर स. संस्था	[688, 1728, 774, 1760]
table-cell: लोणीकंद येथे अंगणवाडी दुरुस्ती करणे	[288, 1890, 555, 1922]
table-cell: १३	[251, 2019, 288, 2052]
obituary-label: निधन वार्ता	[1321, 486, 1596, 517]
table-cell: लोणीकंद येथे संरक्षक भिंत बांधणे	[288, 1954, 555, 1987]
table-cell: लोणीकंद येथे भुयारी गटार बांधकाम करणे, ता. हवेली	[288, 1695, 555, 1728]
table-row	[251, 2052, 859, 2084]
table-cell: लोणीकंद येथे पाणीपुरवठा पाईपलाईन टाकणे	[288, 1825, 555, 1857]
table-cell: सर्वसाधारण	[688, 1630, 774, 1663]
table-cell: लोणीकंद येथे पथदिवे व इतर साहित्य पुरविणे	[288, 2052, 555, 2084]
table-cell: ६ महिने	[774, 2052, 859, 2084]
table-cell: सर्वसाधारण	[688, 2019, 774, 2052]
table-cell: ८	[251, 1857, 288, 1890]
lead-story	[668, 79, 1596, 476]
story-crop-loss	[27, 79, 446, 466]
table-row	[251, 1695, 859, 1728]
notice-11: जाहीर नोटीस तमाम लोकांस कळविण्यात येते की, खालील परिशिष्टामध्ये वर्णन केलेली मिळकत आमच्या अशिलांनी विकत घेण्याचे ठरविले आहे. सदर मिळकतीवर कोणाचाही कोणत्याही प्रकारचा हक्क, दावा, हितसंबंध, गहाण, दान, खरेदी, भाडेपट्टा, वारसा, बोजा, चार्ज, इसार, वहिवाट, कब्जा अथवा इतर कोणताही हक्क असल्यास त्यांनी ही नोटीस प्रसिद्ध झाल्यापासून १५ दिवसांच्या आत लेखी पुराव्यासह खालील पत्त्यावर कळवावे. मुदतीनंतर कोणाचीही हरकत आल्यास ती विचारात घेतली जाणार नाही व व्यवहार पूर्ण केला जाईल, याची नोंद घ्यावी. परिशिष्ट : तालुका हवेली, जिल्हा पुणे येथील मिळकत. रामदास बाळासो भोसले, ॲडव्होकेट	[1353, 1227, 1596, 1507]
notice-5: जाहीर नोटीस तमाम लोकांस कळविण्यात येते की, खालील परिशिष्टामध्ये वर्णन केलेली मिळकत आमच्या अशिलांनी विकत घेण्याचे ठरविले आहे. सदर मिळकतीवर कोणाचाही कोणत्याही प्रकारचा हक्क, दावा, हितसंबंध, गहाण, दान, खरेदी, भाडेपट्टा, वारसा, बोजा, चार्ज, इसार, वहिवाट, कब्जा अथवा इतर कोणताही हक्क असल्यास त्यांनी ही नोटीस प्रसिद्ध झाल्यापासून १५ दिवसांच्या आत लेखी पुराव्यासह खालील पत्त्यावर कळवावे. मुदतीनंतर कोणाचीही हरकत आल्यास ती विचारात घेतली जाणार नाही व व्यवहार पूर्ण केला जाईल, याची नोंद घ्यावी. परिशिष्ट : तालुका हवेली, जिल्हा पुणे येथील मिळकत. सौ. शितल विनायक येवले, ॲडव्होकेट व नोटरी	[457, 481, 869, 820]
table-cell: १०	[251, 1922, 288, 1954]
headline: उन्हाळी भुईमूग, घेवडा, कांद्याचे मोठे नुकसान	[27, 80, 226, 136]
table-row	[251, 1954, 859, 1987]
gram-org: ग्रामपंचायत लोणीकंद, ता. हवेली, जि. पुणे	[401, 1472, 709, 1496]
box-title: पाइपलाइनचे काम बंद पाडू नये	[929, 289, 1149, 311]
notice-4: जाहीर नोटीस तमाम लोकांस कळविण्यात येते की, खालील परिशिष्टामध्ये वर्णन केलेली मिळकत आमच्या अशिलांनी विकत घेण्याचे ठरविले आहे. सदर मिळकतीवर कोणाचाही कोणत्याही प्रकारचा हक्क, दावा, हितसंबंध, गहाण, दान, खरेदी, भाडेपट्टा, वारसा, बोजा, चार्ज, इसार, वहिवाट, कब्जा अथवा इतर कोणताही हक्क असल्यास त्यांनी ही नोटीस प्रसिद्ध झाल्यापासून १५ दिवसांच्या आत लेखी पुराव्यासह खालील पत्त्यावर कळवावे. मुदतीनंतर कोणाचीही हरकत आल्यास ती विचारात घेतली जाणार नाही व व्यवहार पूर्ण केला जाईल, याची नोंद घ्यावी. परिशिष्ट : तालुका हवेली, जिल्हा पुणे येथील मिळकत. प्रमोद सोपान जाधव, ॲडव्होकेट	[27, 1762, 234, 2272]
table-cell: १००/-	[633, 1760, 688, 1792]
table-cell: ६ महिने	[774, 1792, 859, 1825]
table-cell: २	[251, 1663, 288, 1695]
table-cell: ९,९९,९९९/-	[555, 1630, 633, 1663]
table-cell: १००/-	[633, 1663, 688, 1695]
tender-text: MSETCL invites online bids (E Tender) from registered contractors / agencies on Mahatransco SRM-E-Tendering website https://srmetender.mahatransco.in for following works. Tender No:- EE/EHV/O&M/Dn-I/T/SRM/E-Tender-06/2025-26 RFX No: 7000036363 Work:- SRM E Tender No.06 Second call for work of providing of retaining / re-revetment wall for various locations of various existing EHV Lines for tower protection under EHV O&M Division-I Pune. Tender Amount:- 30,64,414/- (Including taxes) EMD:- Rs. 30644/-. Tender Fee:- Rs. 500/- +GST=590/-. Download of tender document / offline registration:- From dtd.09.06.2025 to 11:00 Hrs. on dtd.09.06.2025. Bid Opening:- dtd. 09.06.2025 after 11:15 hrs (Tech Bid), dtd 10.06.2025 after 11:00 hrs (Price Bid). For further details visit our website https://srmetender.mahatransco.in and open above RFX for downloading tender document, schedules, and annexures.	[465, 872, 860, 1128]
sign-sarpanch: सरपंच	[709, 2106, 734, 2119]
box-title: बूस्टरविरहित पाणी द्यावे	[929, 185, 1149, 207]
